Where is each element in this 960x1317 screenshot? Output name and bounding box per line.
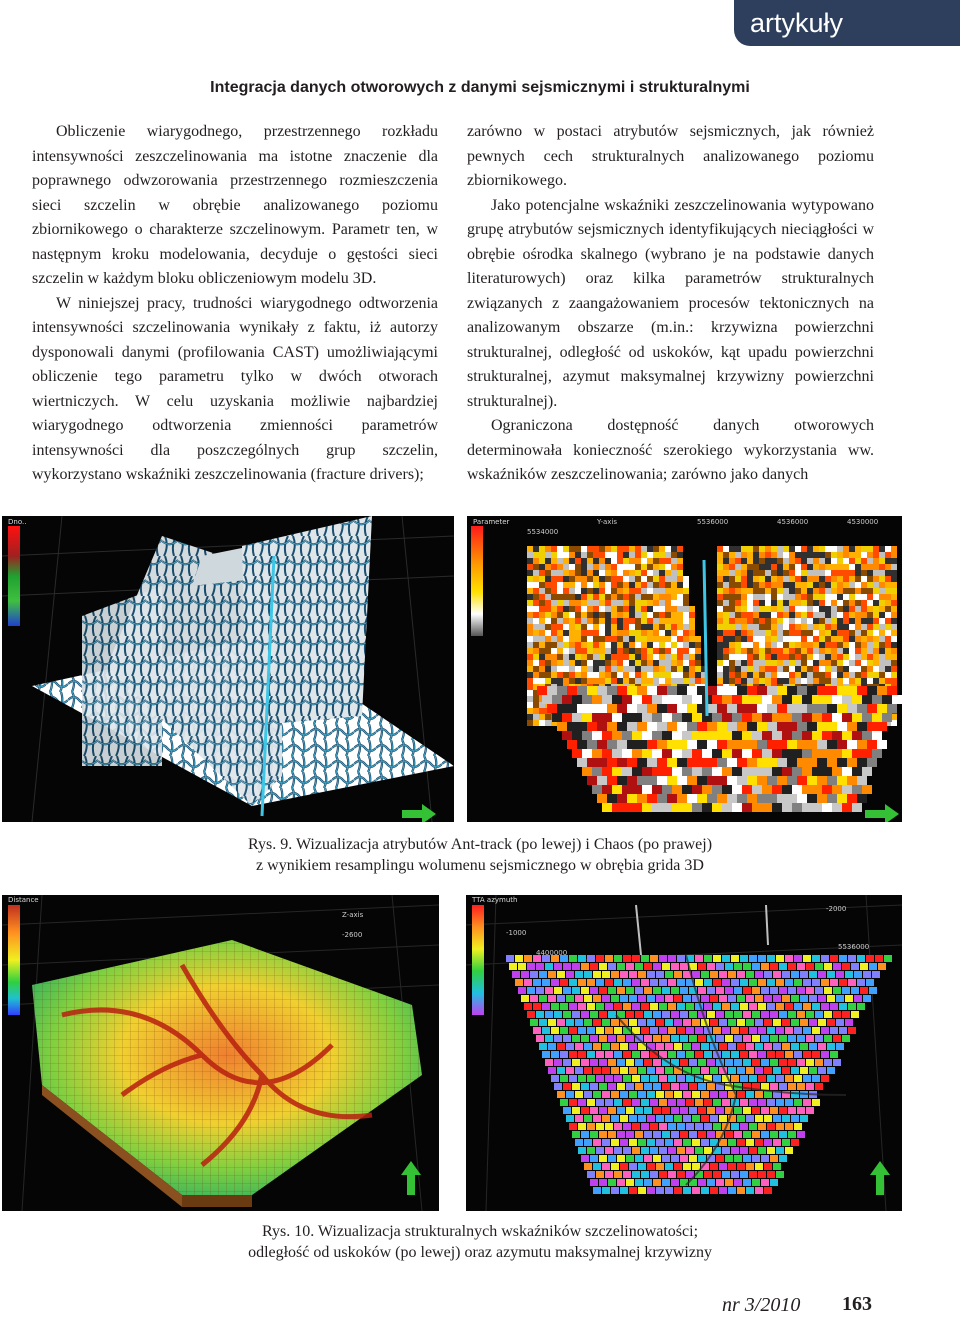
figure-10-caption: [0, 1221, 960, 1263]
axis-label: Z-axis: [342, 911, 364, 919]
fault-distance-visualization: [2, 895, 439, 1211]
legend-title: Parameter: [473, 518, 510, 526]
axis-label: 4400000: [536, 949, 568, 957]
caption-line: Rys. 9. Wizualizacja atrybutów Ant-track (po lewej) i Chaos (po prawej): [247, 836, 713, 853]
figure-9-ant-track: [2, 516, 454, 822]
figure-10-distance: [2, 895, 439, 1211]
axis-label: 5534000: [527, 528, 559, 536]
axis-label: Y-axis: [597, 518, 617, 526]
axis-label: 4530000: [847, 518, 879, 526]
paragraph: Ograniczona dostępność danych otworowych determinowała konieczność szerokiego wykorzystania ww. wskaźników zeszczelinowania; zarówno jako danych: [467, 417, 874, 483]
issue-label: nr 3/2010: [722, 1294, 801, 1316]
axis-label: -1000: [506, 929, 527, 937]
axis-label: 4536000: [777, 518, 809, 526]
axis-label: -2600: [342, 931, 363, 939]
legend-title: TTA azymuth: [472, 896, 518, 904]
figure-10-azimuth: [466, 895, 902, 1211]
curvature-azimuth-visualization: [466, 895, 902, 1211]
axis-label: 5536000: [697, 518, 729, 526]
caption-line: odległość od uskoków (po lewej) oraz azymutu maksymalnej krzywizny: [248, 1244, 712, 1261]
caption-line: z wynikiem resamplingu wolumenu sejsmicznego w obrębia grida 3D: [256, 857, 704, 874]
paragraph: Jako potencjalne wskaźniki zeszczelinowania wytypowano grupę atrybutów sejsmicznych identyfikujących nieciągłości w obrębie ośrodka skalnego (wybrano je na podstawie danych literaturowych) oraz kilka parametrów strukturalnych związanych z zaangażowaniem procesów tektonicznych na analizowanym obszarze (m.in.: krzywizna powierzchni strukturalnej, odległość od uskoków, kąt upadu powierzchni strukturalnej, azymut maksymalnej krzywizny powierzchni strukturalnej).: [467, 196, 874, 410]
legend-title: Distance: [8, 896, 39, 904]
article-heading: Integracja danych otworowych z danymi sejsmicznymi i strukturalnymi: [210, 79, 750, 96]
section-tag: artykuły: [734, 0, 960, 46]
ant-track-visualization: [2, 516, 454, 822]
paragraph: W niniejszej pracy, trudności wiarygodnego odtworzenia intensywności szczelinowania wynikały z faktu, iż autorzy dysponowali danymi (profilowania CAST) umożliwiającymi obliczenie tego parametru tylko w dwóch otworach wiertniczych. W celu uzyskania możliwie najbardziej wiarygodnego odtworzenia zmienności parametrów intensywności dla poszczególnych grup szczelin, wykorzystano wskaźniki zeszczelinowania (fracture drivers);: [32, 294, 438, 483]
legend-title: Dno..: [8, 518, 27, 526]
axis-label: -2000: [826, 905, 847, 913]
paragraph: zarówno w postaci atrybutów sejsmicznych, jak również pewnych cech strukturalnych analizowanego poziomu zbiornikowego.: [467, 123, 874, 189]
figure-9-caption: [0, 834, 960, 876]
chaos-visualization: [467, 516, 902, 822]
caption-line: Rys. 10. Wizualizacja strukturalnych wskaźników szczelinowatości;: [261, 1223, 699, 1240]
page-number: 163: [842, 1293, 872, 1315]
left-text-column: [32, 120, 438, 488]
paragraph: Obliczenie wiarygodnego, przestrzennego rozkładu intensywności zeszczelinowania ma istotne znaczenie dla poprawnego odwzorowania przestrzennego rozmieszczenia sieci szczelin w obrębie analizowanego poziomu zbiornikowego o charakterze szczelinowym. Parametr ten, w następnym kroku modelowania, decyduje o gęstości sieci szczelin w każdym bloku obliczeniowym modelu 3D.: [32, 123, 438, 287]
axis-label: 5536000: [838, 943, 870, 951]
figure-9-chaos: [467, 516, 902, 822]
right-text-column: [467, 120, 874, 488]
